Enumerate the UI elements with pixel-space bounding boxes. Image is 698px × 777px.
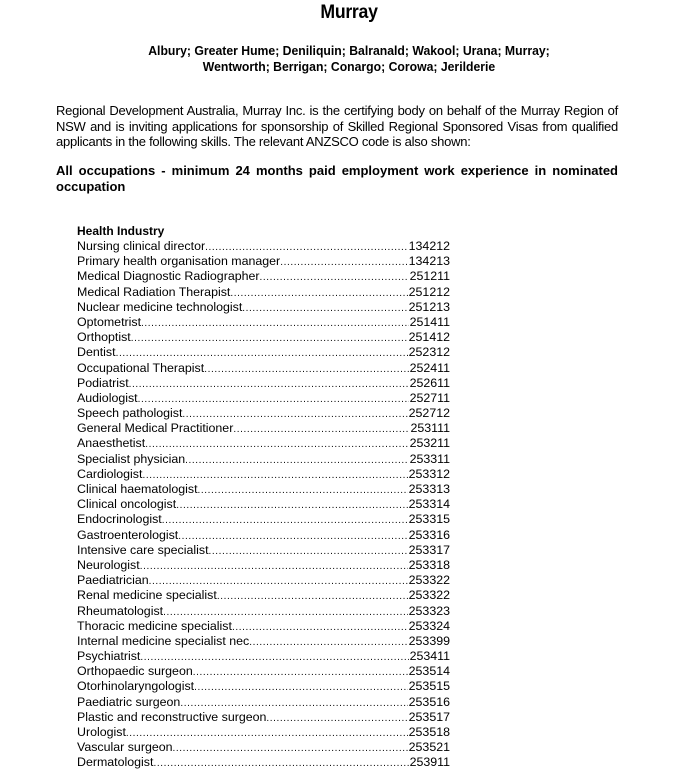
anzsco-code: 251213 [408, 299, 450, 314]
occupation-name: Otorhinolaryngologist [77, 679, 195, 694]
occupation-name: Cardiologist [77, 466, 143, 481]
occupation-name: Clinical oncologist [77, 497, 177, 512]
anzsco-code: 252411 [409, 360, 450, 375]
occupation-name: Vascular surgeon [77, 740, 173, 755]
regions-line-1: Albury; Greater Hume; Deniliquin; Balranald; Wakool; Urana; Murray; [148, 43, 550, 58]
occupation-row [77, 482, 450, 497]
occupation-name: Orthoptist [77, 330, 131, 345]
occupation-row [77, 391, 450, 406]
anzsco-code: 253312 [408, 466, 450, 481]
dot-leader [194, 680, 408, 694]
occupation-row [77, 710, 450, 725]
anzsco-code: 251211 [409, 269, 450, 284]
occupation-row [77, 467, 450, 482]
dot-leader [198, 483, 408, 497]
anzsco-code: 253211 [409, 436, 450, 451]
dot-leader [142, 468, 407, 482]
dot-leader [145, 437, 408, 451]
anzsco-code: 134213 [408, 254, 450, 269]
occupation-row [77, 528, 450, 543]
occupation-row [77, 406, 450, 421]
anzsco-code: 253518 [408, 725, 450, 739]
occupation-row [77, 361, 450, 376]
anzsco-code: 253399 [408, 633, 450, 648]
occupation-name: Intensive care specialist [77, 542, 209, 557]
dot-leader [249, 635, 407, 649]
occupation-name: Endocrinologist [77, 512, 162, 527]
regions-line-2: Wentworth; Berrigan; Conargo; Corowa; Jerilderie [202, 59, 496, 74]
dot-leader [266, 711, 407, 725]
occupation-name: Plastic and reconstructive surgeon [77, 709, 267, 724]
anzsco-code: 253521 [408, 740, 450, 755]
anzsco-code: 253317 [408, 542, 450, 557]
dot-leader [205, 240, 408, 254]
occupation-row [77, 512, 450, 527]
anzsco-code: 253411 [409, 649, 450, 664]
anzsco-code: 253316 [408, 527, 450, 542]
occupation-row [77, 664, 450, 679]
occupation-row [77, 300, 450, 315]
dot-leader [163, 605, 408, 619]
anzsco-code: 252312 [408, 345, 450, 360]
occupation-row [77, 573, 450, 588]
occupation-row [77, 695, 450, 710]
dot-leader [217, 589, 408, 603]
occupation-row [77, 649, 450, 664]
dot-leader [140, 650, 408, 664]
anzsco-code: 253313 [408, 482, 450, 496]
occupation-row [77, 330, 450, 345]
occupation-name: Optometrist [77, 314, 142, 329]
dot-leader [193, 665, 408, 679]
occupation-name: Speech pathologist [77, 406, 183, 421]
anzsco-code: 251212 [408, 284, 450, 299]
dot-leader [141, 316, 409, 330]
anzsco-code: 253311 [409, 451, 450, 466]
dot-leader [116, 346, 408, 360]
occupation-rows [77, 239, 450, 771]
occupation-name: Clinical haematologist [77, 482, 198, 496]
anzsco-code: 252611 [409, 375, 450, 390]
anzsco-code: 253515 [408, 679, 450, 694]
regions-list [21, 43, 677, 75]
occupation-name: Nursing clinical director [77, 239, 206, 253]
occupation-row [77, 421, 450, 436]
occupation-name: Audiologist [77, 390, 138, 405]
occupation-row [77, 558, 450, 573]
anzsco-code: 253314 [408, 497, 450, 512]
dot-leader [260, 270, 409, 284]
occupation-row [77, 254, 450, 269]
requirement-note: All occupations - minimum 24 months paid employment work experience in nominated occupation [56, 163, 618, 194]
anzsco-code: 253322 [408, 573, 450, 588]
dot-leader [209, 544, 408, 558]
dot-leader [180, 696, 407, 710]
occupation-row [77, 725, 450, 740]
anzsco-code: 253318 [408, 557, 450, 572]
dot-leader [129, 377, 409, 391]
occupation-name: Podiatrist [77, 375, 129, 390]
anzsco-code: 134212 [408, 239, 450, 253]
anzsco-code: 253514 [408, 664, 450, 679]
dot-leader [138, 392, 409, 406]
occupation-name: Primary health organisation manager [77, 254, 281, 269]
occupation-row [77, 452, 450, 467]
dot-leader [126, 726, 408, 740]
occupation-name: Paediatric surgeon [77, 694, 181, 709]
occupation-row [77, 269, 450, 284]
occupation-name: Medical Radiation Therapist [77, 284, 231, 299]
dot-leader [178, 529, 407, 543]
occupation-row [77, 634, 450, 649]
occupation-row [77, 755, 450, 770]
occupation-name: Neurologist [77, 557, 140, 572]
intro-paragraph: Regional Development Australia, Murray Inc. is the certifying body on behalf of the Murray Region of NSW and is inviting applications for sponsorship of Skilled Regional Sponsored Visas from qualified applicants in the following skills. The relevant ANZSCO code is also shown: [56, 103, 618, 149]
dot-leader [280, 255, 407, 269]
anzsco-code: 253323 [408, 603, 450, 618]
occupation-row [77, 588, 450, 603]
occupation-name: Orthopaedic surgeon [77, 664, 193, 679]
dot-leader [153, 756, 408, 770]
section-heading: Health Industry [77, 224, 165, 238]
occupation-row [77, 543, 450, 558]
occupation-name: Urologist [77, 725, 126, 739]
dot-leader [185, 453, 408, 467]
occupation-name: Thoracic medicine specialist [77, 618, 232, 633]
anzsco-code: 253324 [408, 618, 450, 633]
occupation-name: Nuclear medicine technologist [77, 299, 243, 314]
anzsco-code: 252712 [408, 406, 450, 421]
occupation-name: Occupational Therapist [77, 360, 205, 375]
occupation-row [77, 497, 450, 512]
dot-leader [230, 286, 407, 300]
occupation-row [77, 679, 450, 694]
dot-leader [131, 331, 408, 345]
dot-leader [173, 741, 408, 755]
occupation-row [77, 376, 450, 391]
occupation-name: Dentist [77, 345, 116, 360]
dot-leader [140, 559, 408, 573]
occupation-row [77, 604, 450, 619]
dot-leader [162, 513, 408, 527]
anzsco-code: 253315 [408, 512, 450, 527]
occupation-name: Medical Diagnostic Radiographer [77, 269, 260, 284]
occupation-name: Psychiatrist [77, 649, 141, 664]
occupation-row [77, 315, 450, 330]
occupation-name: General Medical Practitioner [77, 421, 234, 436]
occupation-name: Dermatologist [77, 755, 154, 770]
occupation-name: Paediatrician [77, 573, 149, 588]
anzsco-code: 253911 [409, 755, 450, 770]
occupation-row [77, 619, 450, 634]
dot-leader [176, 498, 407, 512]
anzsco-code: 253517 [408, 709, 450, 724]
occupation-row [77, 285, 450, 300]
occupation-row [77, 345, 450, 360]
anzsco-code: 251412 [408, 330, 450, 345]
occupation-name: Specialist physician [77, 451, 186, 466]
occupation-row [77, 239, 450, 254]
page-title: Murray [320, 2, 378, 23]
anzsco-code: 252711 [409, 390, 450, 405]
occupation-name: Anaesthetist [77, 436, 146, 451]
occupation-list [77, 224, 450, 771]
dot-leader [232, 620, 408, 634]
occupation-name: Gastroenterologist [77, 527, 179, 542]
occupation-row [77, 436, 450, 451]
occupation-row [77, 740, 450, 755]
dot-leader [149, 574, 408, 588]
dot-leader [242, 301, 407, 315]
dot-leader [204, 362, 408, 376]
anzsco-code: 253111 [410, 421, 450, 436]
occupation-name: Renal medicine specialist [77, 588, 217, 603]
occupation-name: Internal medicine specialist nec [77, 633, 250, 648]
dot-leader [182, 407, 407, 421]
anzsco-code: 253322 [408, 588, 450, 603]
dot-leader [233, 422, 409, 436]
anzsco-code: 251411 [409, 314, 450, 329]
occupation-name: Rheumatologist [77, 603, 164, 618]
anzsco-code: 253516 [408, 694, 450, 709]
